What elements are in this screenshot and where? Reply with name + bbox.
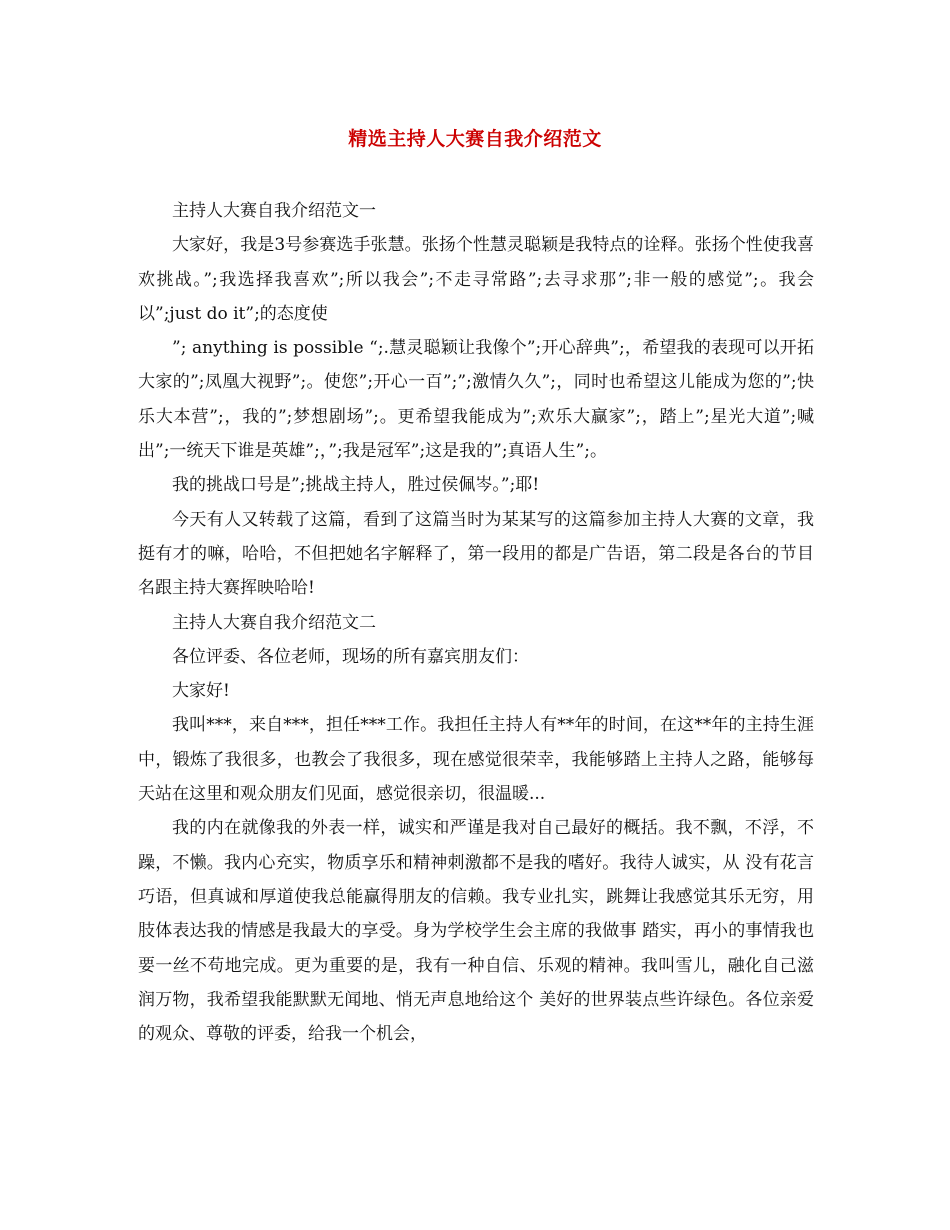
paragraph: 我的内在就像我的外表一样，诚实和严谨是我对自己最好的概括。我不飘，不浮，不躁，不懒。我内心充实，物质享乐和精神刺激都不是我的嗜好。我待人诚实，从 没有花言巧语，但真诚和厚道使我总能赢得朋友的信赖。我专业扎实，跳舞让我感觉其乐无穷，用肢体表达我的情感是我最大的享受。身为学校学生会主席的我做事 踏实，再小的事情我也要一丝不苟地完成。更为重要的是，我有一种自信、乐观的精神。我叫雪儿，融化自己滋润万物，我希望我能默默无闻地、悄无声息地给这个 美好的世界装点些许绿色。各位亲爱的观众、尊敬的评委，给我一个机会， bbox=[138, 818, 814, 1045]
paragraph: 我的挑战口号是”;挑战主持人，胜过侯佩岑。”;耶! bbox=[172, 475, 540, 496]
paragraph: 各位评委、各位老师，现场的所有嘉宾朋友们： bbox=[172, 646, 529, 667]
paragraph: 大家好，我是3号参赛选手张慧。张扬个性慧灵聪颖是我特点的诠释。张扬个性使我喜欢挑战。”;我选择我喜欢”;所以我会”;不走寻常路”;去寻求那”;非一般的感觉”;。我会以”;just do it”;的态度使 bbox=[138, 235, 814, 324]
paragraph: 我叫***，来自***，担任***工作。我担任主持人有**年的时间，在这**年的主持生涯中，锻炼了我很多，也教会了我很多，现在感觉很荣幸，我能够踏上主持人之路，能够每天站在这里和观众朋友们见面，感觉很亲切，很温暖... bbox=[138, 715, 814, 805]
paragraph: 大家好! bbox=[172, 681, 230, 702]
document-title: 精选主持人大赛自我介绍范文 bbox=[348, 128, 602, 150]
paragraph: ”; anything is possible “;.慧灵聪颖让我像个”;开心辞典”;，希望我的表现可以开拓大家的”;凤凰大视野”;。使您”;开心一百”;”;激情久久”;，同时也希望这儿能成为您的”;快乐大本营”;，我的”;梦想剧场”;。更希望我能成为”;欢乐大赢家”;，踏上”;星光大道”;喊出”;一统天下谁是英雄”;，”;我是冠军”;这是我的”;真语人生”;。 bbox=[138, 338, 814, 462]
paragraph-heading-1: 主持人大赛自我介绍范文一 bbox=[172, 201, 376, 221]
paragraph: 今天有人又转载了这篇，看到了这篇当时为某某写的这篇参加主持人大赛的文章，我挺有才的嘛，哈哈，不但把她名字解释了，第一段用的都是广告语，第二段是各台的节目名跟主持大赛挥映哈哈! bbox=[138, 509, 814, 599]
document-body bbox=[138, 194, 814, 1051]
paragraph-heading-2: 主持人大赛自我介绍范文二 bbox=[172, 612, 376, 633]
